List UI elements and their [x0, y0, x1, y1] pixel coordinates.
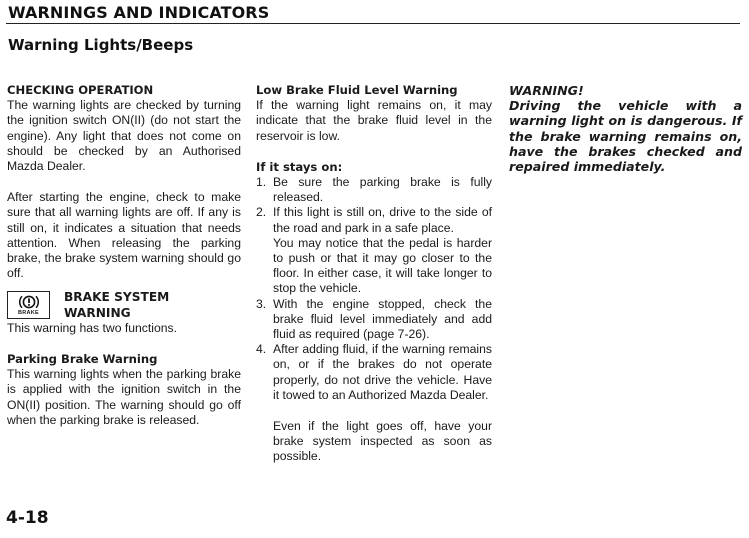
step-number: 2. — [256, 205, 267, 220]
warning-text: Driving the vehicle with a warning light on is dangerous. If the brake warning remains on, have the brakes checked and repaired immediately. — [509, 98, 742, 175]
brake-icon-caption: BRAKE — [17, 310, 40, 317]
page-number: 4-18 — [6, 508, 49, 528]
steps-list — [256, 175, 492, 403]
middle-column — [256, 83, 492, 465]
left-column — [7, 83, 241, 428]
list-item — [256, 297, 492, 343]
low-fluid-text: If the warning light remains on, it may indicate that the brake fluid level in the reservoir is low. — [256, 98, 492, 143]
brake-system-title-line2: WARNING — [64, 305, 131, 320]
step-text: After adding fluid, if the warning remains on, or if the brakes do not operate properly, do not drive the vehicle. Have it towed to an Authorized Mazda Dealer. — [273, 342, 492, 402]
step-number: 1. — [256, 175, 267, 190]
parking-brake-heading: Parking Brake Warning — [7, 352, 158, 367]
checking-paragraph-2: After starting the engine, check to make sure that all warning lights are off. If any is still on, it indicates a situation that needs attention. When releasing the parking brake, the brake system warning should go off. — [7, 190, 241, 281]
closing-text: Even if the light goes off, have your brake system inspected as soon as possible. — [273, 419, 492, 464]
step-2-note: You may notice that the pedal is harder to push or that it may go closer to the floor. In either case, it will take longer to stop the vehicle. — [273, 235, 492, 296]
low-fluid-heading: Low Brake Fluid Level Warning — [256, 83, 458, 97]
step-number: 4. — [256, 342, 267, 357]
brake-intro: This warning has two functions. — [7, 320, 178, 335]
step-text: With the engine stopped, check the brake fluid level immediately and add fluid as required (page 7-26). — [273, 296, 492, 342]
right-column — [509, 83, 742, 174]
subsection-title: Warning Lights/Beeps — [8, 36, 194, 54]
warning-heading: WARNING! — [509, 83, 584, 98]
checking-paragraph-1: The warning lights are checked by turning the ignition switch ON(II) (do not start the engine). Any light that does not come on should be checked by an Authorised Mazda Dealer. — [7, 98, 241, 174]
brake-system-warning-block — [7, 290, 241, 320]
brake-circle-icon — [18, 294, 40, 310]
list-item — [256, 175, 492, 205]
list-item — [256, 342, 492, 403]
step-text: If this light is still on, drive to the side of the road and park in a safe place. — [273, 205, 492, 235]
list-item — [256, 205, 492, 235]
checking-operation-heading: CHECKING OPERATION — [7, 83, 154, 97]
section-title: WARNINGS AND INDICATORS — [8, 3, 270, 22]
parking-brake-text: This warning lights when the parking brake is applied with the ignition switch in the ON(II) position. The warning should go off when the parking brake is released. — [7, 367, 241, 427]
header-rule — [6, 23, 740, 24]
brake-warning-icon — [7, 291, 50, 319]
step-number: 3. — [256, 296, 267, 311]
list-item-note — [256, 236, 492, 297]
brake-system-title-line1: BRAKE SYSTEM — [64, 290, 170, 305]
stays-on-heading: If it stays on: — [256, 159, 343, 174]
step-text: Be sure the parking brake is fully released. — [273, 175, 492, 205]
